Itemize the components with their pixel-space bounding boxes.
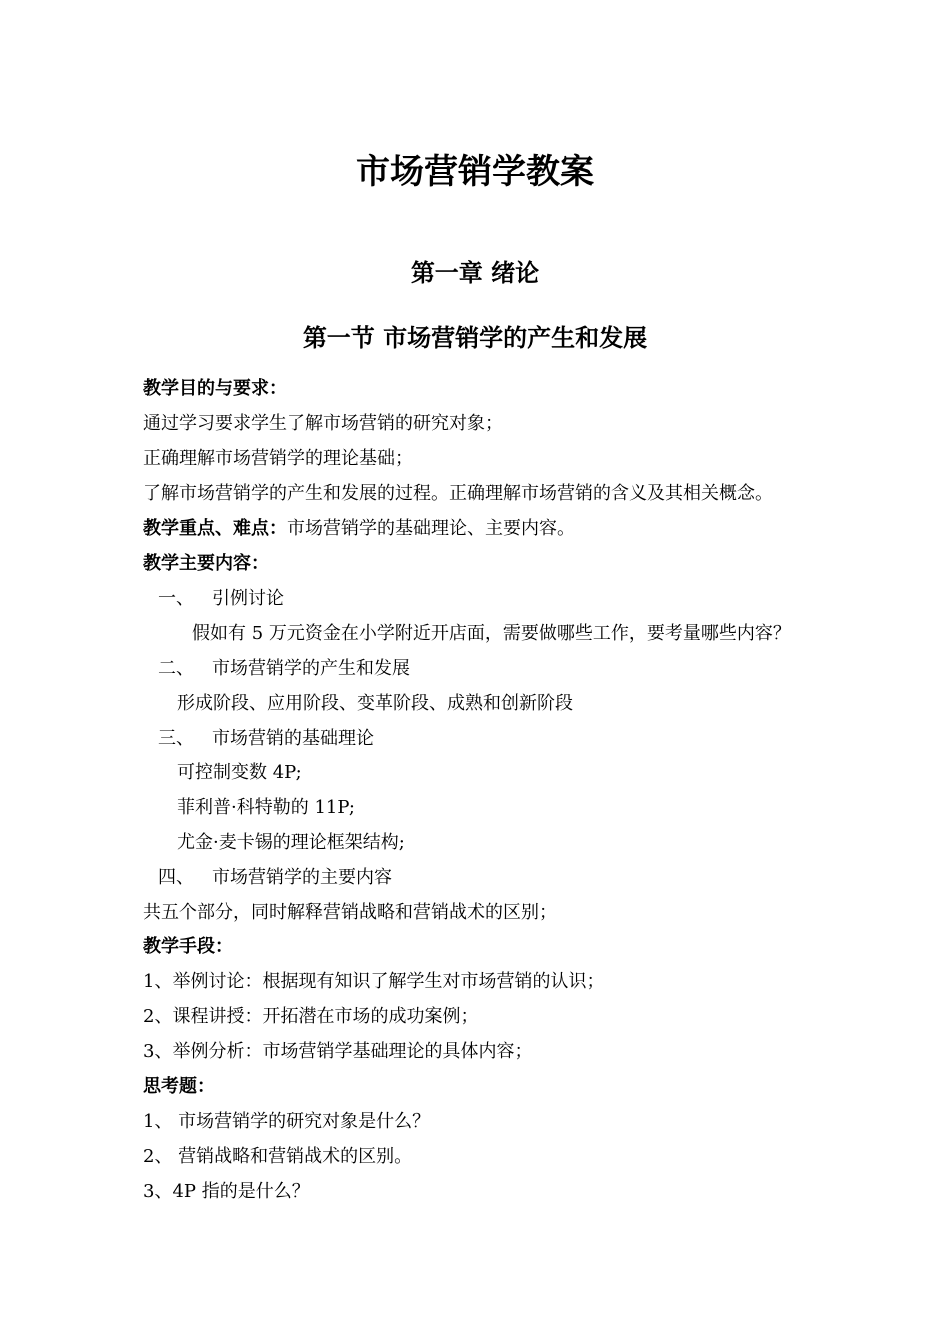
methods-heading: 教学手段： <box>143 936 233 957</box>
objective-item: 了解市场营销学的产生和发展的过程。正确理解市场营销的含义及其相关概念。 <box>143 483 773 504</box>
objectives-heading: 教学目的与要求： <box>143 378 287 399</box>
content-part-heading <box>158 657 410 681</box>
part-detail: 假如有 5 万元资金在小学附近开店面，需要做哪些工作，要考量哪些内容？ <box>192 623 791 644</box>
part-detail: 可控制变数 4P; <box>177 762 302 783</box>
objective-item: 通过学习要求学生了解市场营销的研究对象； <box>143 413 503 434</box>
question-item: 2、 营销战略和营销战术的区别。 <box>143 1146 413 1167</box>
part-title: 市场营销的基础理论 <box>212 728 374 749</box>
chapter-heading: 第一章 绪论 <box>410 258 540 287</box>
part-number: 二、 <box>158 658 194 679</box>
key-points-heading: 教学重点、难点： <box>143 518 287 539</box>
part-title: 引例讨论 <box>212 588 284 609</box>
document-title: 市场营销学教案 <box>356 152 594 192</box>
part-detail: 共五个部分，同时解释营销战略和营销战术的区别； <box>143 902 557 923</box>
content-part-heading <box>158 587 284 611</box>
part-title: 市场营销学的产生和发展 <box>212 658 410 679</box>
key-points-line <box>143 517 575 541</box>
part-detail: 形成阶段、应用阶段、变革阶段、成熟和创新阶段 <box>177 693 573 714</box>
objective-item: 正确理解市场营销学的理论基础； <box>143 448 413 469</box>
method-item: 3、举例分析：市场营销学基础理论的具体内容； <box>143 1041 533 1062</box>
part-detail: 菲利普·科特勒的 11P; <box>177 797 355 818</box>
key-points-text: 市场营销学的基础理论、主要内容。 <box>287 518 575 539</box>
part-number: 一、 <box>158 588 194 609</box>
part-detail: 尤金·麦卡锡的理论框架结构; <box>177 832 405 853</box>
question-item: 3、4P 指的是什么？ <box>143 1181 310 1202</box>
question-item: 1、 市场营销学的研究对象是什么？ <box>143 1111 431 1132</box>
method-item: 1、举例讨论：根据现有知识了解学生对市场营销的认识； <box>143 971 605 992</box>
part-number: 四、 <box>158 867 194 888</box>
section-heading: 第一节 市场营销学的产生和发展 <box>302 323 648 352</box>
questions-heading: 思考题： <box>143 1076 215 1097</box>
part-title: 市场营销学的主要内容 <box>212 867 392 888</box>
content-part-heading <box>158 866 392 890</box>
content-heading: 教学主要内容： <box>143 553 269 574</box>
method-item: 2、课程讲授：开拓潜在市场的成功案例； <box>143 1006 479 1027</box>
content-part-heading <box>158 727 374 751</box>
part-number: 三、 <box>158 728 194 749</box>
